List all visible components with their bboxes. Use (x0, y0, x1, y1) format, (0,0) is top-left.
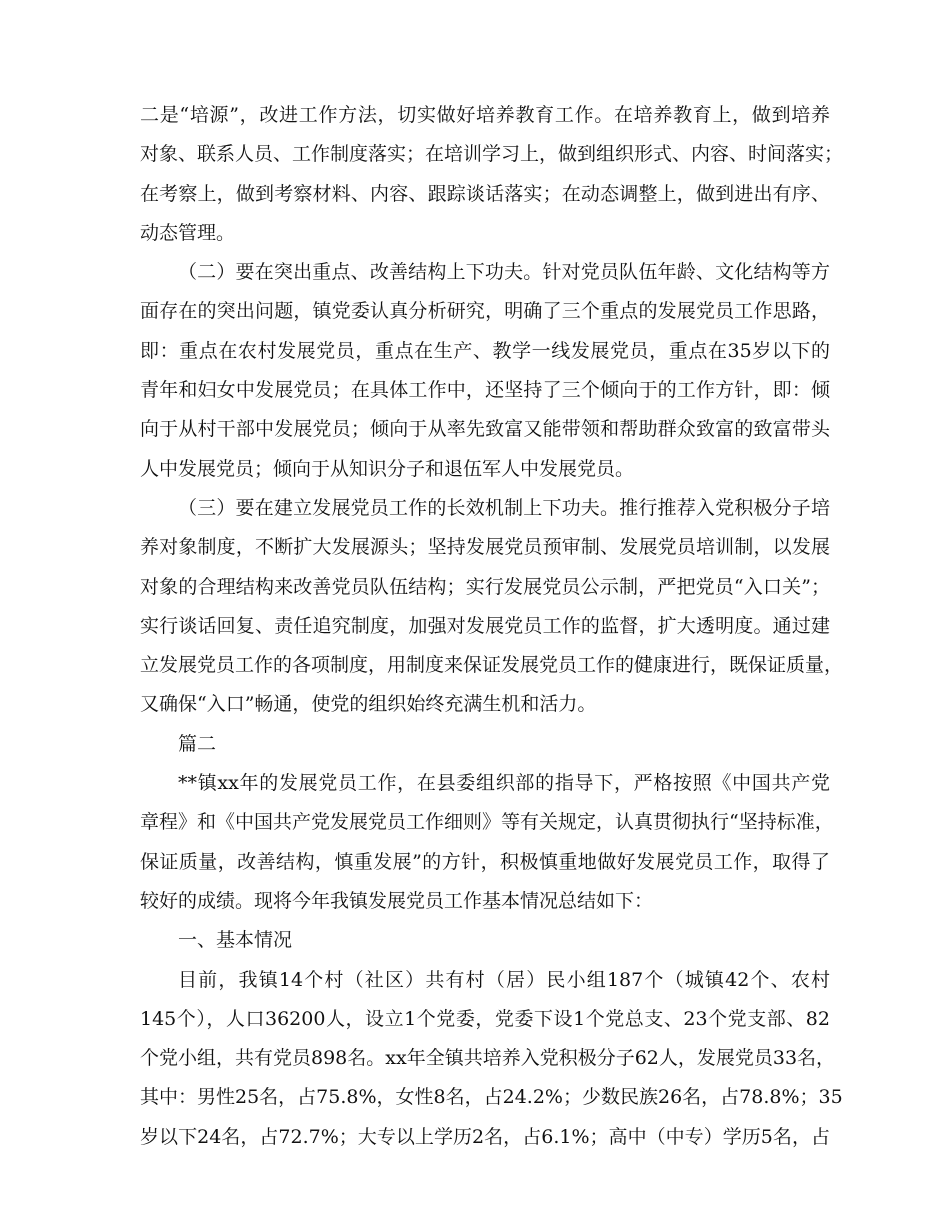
paragraph-line: 又确保“入口”畅通，使党的组织始终充满生机和活力。 (140, 693, 597, 716)
paragraph-line: 青年和妇女中发展党员；在具体工作中，还坚持了三个倾向于的工作方针，即：倾 (140, 379, 830, 402)
section-heading: 篇二 (178, 732, 217, 755)
section-heading: 一、基本情况 (178, 929, 293, 952)
paragraph-line: 岁以下24名，占72.7%；大专以上学历2名，占6.1%；高中（中专）学历5名，占 (140, 1125, 830, 1148)
paragraph-line: 145个），人口36200人，设立1个党委，党委下设1个党总支、23个党支部、82 (140, 1007, 830, 1030)
paragraph-line: 立发展党员工作的各项制度，用制度来保证发展党员工作的健康进行，既保证质量， (140, 654, 844, 677)
paragraph-line: 个党小组，共有党员898名。xx年全镇共培养入党积极分子62人，发展党员33名， (140, 1047, 836, 1070)
paragraph-line: （二）要在突出重点、改善结构上下功夫。针对党员队伍年龄、文化结构等方 (178, 261, 830, 284)
paragraph-line: 在考察上，做到考察材料、内容、跟踪谈话落实；在动态调整上，做到进出有序、 (140, 182, 830, 205)
paragraph-line: 即：重点在农村发展党员，重点在生产、教学一线发展党员，重点在35岁以下的 (140, 339, 830, 362)
paragraph-line: 较好的成绩。现将今年我镇发展党员工作基本情况总结如下： (140, 889, 654, 912)
paragraph-line: 实行谈话回复、责任追究制度，加强对发展党员工作的监督，扩大透明度。通过建 (140, 614, 830, 637)
paragraph-line: 目前，我镇14个村（社区）共有村（居）民小组187个（城镇42个、农村 (178, 968, 830, 991)
paragraph-line: 其中：男性25名，占75.8%，女性8名，占24.2%；少数民族26名，占78.8%；35 (140, 1086, 843, 1109)
paragraph-line: 动态管理。 (140, 221, 236, 244)
paragraph-line: 保证质量，改善结构，慎重发展”的方针，积极慎重地做好发展党员工作，取得了 (140, 850, 830, 873)
paragraph-line: 面存在的突出问题，镇党委认真分析研究，明确了三个重点的发展党员工作思路， (140, 300, 830, 323)
paragraph-line: 对象的合理结构来改善党员队伍结构；实行发展党员公示制，严把党员“入口关”； (140, 575, 830, 598)
paragraph-line: **镇xx年的发展党员工作，在县委组织部的指导下，严格按照《中国共产党 (178, 772, 830, 795)
paragraph-line: 对象、联系人员、工作制度落实；在培训学习上，做到组织形式、内容、时间落实； (140, 143, 844, 166)
paragraph-line: 向于从村干部中发展党员；倾向于从率先致富又能带领和帮助群众致富的致富带头 (140, 418, 830, 441)
paragraph-line: 二是“培源”，改进工作方法，切实做好培养教育工作。在培养教育上，做到培养 (140, 104, 830, 126)
paragraph-line: 人中发展党员；倾向于从知识分子和退伍军人中发展党员。 (140, 457, 635, 480)
document-body (140, 96, 844, 1157)
paragraph-line: （三）要在建立发展党员工作的长效机制上下功夫。推行推荐入党积极分子培 (178, 496, 830, 519)
paragraph-line: 养对象制度，不断扩大发展源头；坚持发展党员预审制、发展党员培训制，以发展 (140, 536, 830, 559)
paragraph-line: 章程》和《中国共产党发展党员工作细则》等有关规定，认真贯彻执行“坚持标准， (140, 811, 834, 834)
